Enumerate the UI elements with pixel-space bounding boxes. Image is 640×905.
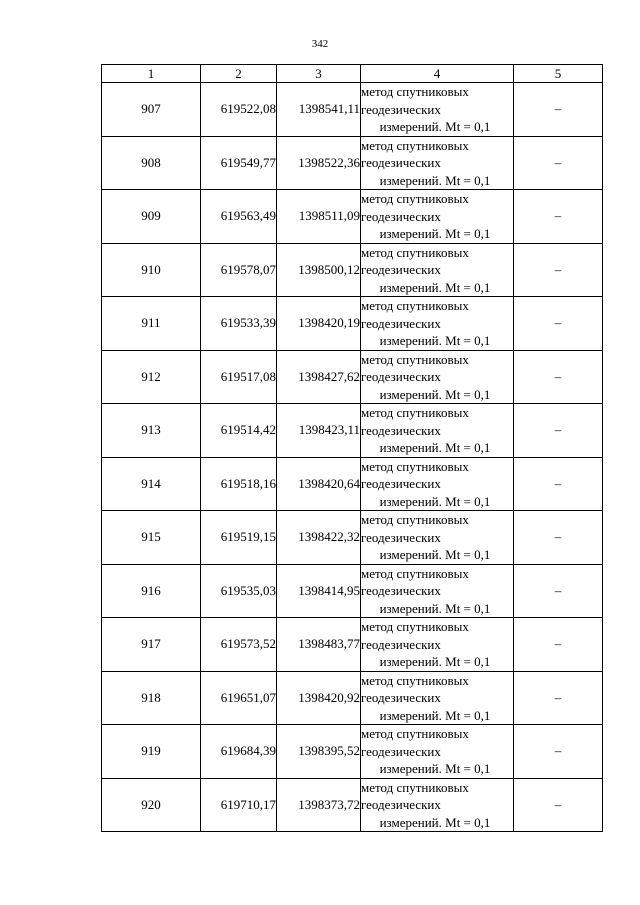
- method-line: метод спутниковых: [361, 84, 469, 99]
- x-coordinate-cell: 619533,39: [201, 297, 277, 351]
- x-coordinate-cell: 619514,42: [201, 404, 277, 458]
- table-row: [102, 350, 603, 404]
- x-coordinate-cell: 619518,16: [201, 457, 277, 511]
- table-row: [102, 83, 603, 137]
- method-cell: [361, 671, 514, 725]
- column-header: 2: [201, 65, 277, 83]
- column-header: 1: [102, 65, 201, 83]
- note-cell: –: [514, 190, 603, 244]
- point-number-cell: 920: [102, 778, 201, 832]
- note-cell: –: [514, 404, 603, 458]
- x-coordinate-cell: 619684,39: [201, 725, 277, 779]
- method-line: метод спутниковых: [361, 726, 469, 741]
- note-cell: –: [514, 350, 603, 404]
- y-coordinate-cell: 1398420,64: [277, 457, 361, 511]
- method-cell: [361, 618, 514, 672]
- table-row: [102, 778, 603, 832]
- method-line: измерений. Mt = 0,1: [379, 119, 491, 134]
- method-line: геодезических: [361, 262, 441, 277]
- method-line: геодезических: [361, 743, 441, 759]
- method-line: измерений. Mt = 0,1: [379, 600, 491, 616]
- method-line: геодезических: [361, 636, 441, 652]
- point-number-cell: 917: [102, 618, 201, 672]
- method-line: метод спутниковых: [361, 351, 469, 367]
- y-coordinate-cell: 1398420,19: [277, 297, 361, 351]
- column-header: 4: [361, 65, 514, 83]
- point-number-cell: 908: [102, 136, 201, 190]
- table-row: [102, 725, 603, 779]
- method-line: измерений. Mt = 0,1: [379, 493, 491, 509]
- point-number-cell: 911: [102, 297, 201, 351]
- table-row: [102, 404, 603, 458]
- note-cell: –: [514, 297, 603, 351]
- y-coordinate-cell: 1398420,92: [277, 671, 361, 725]
- point-number-cell: 909: [102, 190, 201, 244]
- method-line: метод спутниковых: [361, 619, 469, 634]
- method-line: геодезических: [361, 155, 441, 170]
- note-cell: –: [514, 457, 603, 511]
- method-cell: [361, 457, 514, 511]
- y-coordinate-cell: 1398511,09: [277, 190, 361, 244]
- method-line: измерений. Mt = 0,1: [379, 440, 491, 455]
- x-coordinate-cell: 619517,08: [201, 350, 277, 404]
- method-line: измерений. Mt = 0,1: [379, 279, 491, 295]
- method-line: измерений. Mt = 0,1: [379, 226, 491, 241]
- method-line: метод спутниковых: [361, 244, 469, 260]
- point-number-cell: 919: [102, 725, 201, 779]
- y-coordinate-cell: 1398422,32: [277, 511, 361, 565]
- x-coordinate-cell: 619578,07: [201, 243, 277, 297]
- x-coordinate-cell: 619549,77: [201, 136, 277, 190]
- method-line: измерений. Mt = 0,1: [379, 814, 491, 830]
- x-coordinate-cell: 619573,52: [201, 618, 277, 672]
- table-row: [102, 511, 603, 565]
- x-coordinate-cell: 619519,15: [201, 511, 277, 565]
- table-row: [102, 618, 603, 672]
- note-cell: –: [514, 243, 603, 297]
- method-line: измерений. Mt = 0,1: [379, 333, 491, 348]
- method-cell: [361, 136, 514, 190]
- method-line: измерений. Mt = 0,1: [379, 172, 491, 188]
- method-line: измерений. Mt = 0,1: [379, 654, 491, 669]
- method-line: метод спутниковых: [361, 191, 469, 206]
- point-number-cell: 918: [102, 671, 201, 725]
- point-number-cell: 912: [102, 350, 201, 404]
- method-cell: [361, 243, 514, 297]
- note-cell: –: [514, 511, 603, 565]
- point-number-cell: 907: [102, 83, 201, 137]
- method-line: геодезических: [361, 690, 441, 705]
- method-line: геодезических: [361, 797, 441, 812]
- y-coordinate-cell: 1398423,11: [277, 404, 361, 458]
- x-coordinate-cell: 619710,17: [201, 778, 277, 832]
- note-cell: –: [514, 83, 603, 137]
- method-line: геодезических: [361, 315, 441, 331]
- point-number-cell: 914: [102, 457, 201, 511]
- method-cell: [361, 564, 514, 618]
- table-header-row: [102, 65, 603, 83]
- method-cell: [361, 190, 514, 244]
- note-cell: –: [514, 778, 603, 832]
- method-line: метод спутниковых: [361, 565, 469, 581]
- table-row: [102, 297, 603, 351]
- y-coordinate-cell: 1398414,95: [277, 564, 361, 618]
- y-coordinate-cell: 1398500,12: [277, 243, 361, 297]
- point-number-cell: 916: [102, 564, 201, 618]
- note-cell: –: [514, 618, 603, 672]
- method-cell: [361, 404, 514, 458]
- table-row: [102, 564, 603, 618]
- y-coordinate-cell: 1398373,72: [277, 778, 361, 832]
- method-line: измерений. Mt = 0,1: [379, 386, 491, 402]
- column-header: 5: [514, 65, 603, 83]
- y-coordinate-cell: 1398541,11: [277, 83, 361, 137]
- x-coordinate-cell: 619651,07: [201, 671, 277, 725]
- method-cell: [361, 83, 514, 137]
- y-coordinate-cell: 1398427,62: [277, 350, 361, 404]
- point-number-cell: 910: [102, 243, 201, 297]
- method-cell: [361, 350, 514, 404]
- y-coordinate-cell: 1398483,77: [277, 618, 361, 672]
- method-line: метод спутниковых: [361, 298, 469, 313]
- point-number-cell: 913: [102, 404, 201, 458]
- note-cell: –: [514, 136, 603, 190]
- method-line: геодезических: [361, 101, 441, 117]
- method-line: измерений. Mt = 0,1: [379, 707, 491, 723]
- table-row: [102, 671, 603, 725]
- method-line: метод спутниковых: [361, 137, 469, 153]
- method-line: геодезических: [361, 422, 441, 438]
- table-row: [102, 190, 603, 244]
- x-coordinate-cell: 619563,49: [201, 190, 277, 244]
- y-coordinate-cell: 1398522,36: [277, 136, 361, 190]
- method-line: геодезических: [361, 208, 441, 224]
- method-cell: [361, 297, 514, 351]
- method-line: метод спутниковых: [361, 458, 469, 474]
- method-line: измерений. Mt = 0,1: [379, 547, 491, 562]
- note-cell: –: [514, 725, 603, 779]
- page-number: 342: [311, 38, 329, 50]
- method-cell: [361, 778, 514, 832]
- method-cell: [361, 725, 514, 779]
- method-line: геодезических: [361, 369, 441, 384]
- y-coordinate-cell: 1398395,52: [277, 725, 361, 779]
- point-number-cell: 915: [102, 511, 201, 565]
- column-header: 3: [277, 65, 361, 83]
- method-line: метод спутниковых: [361, 405, 469, 420]
- note-cell: –: [514, 671, 603, 725]
- coordinates-table: [101, 64, 603, 832]
- table-body: [102, 83, 603, 832]
- method-line: геодезических: [361, 529, 441, 545]
- method-line: метод спутниковых: [361, 672, 469, 688]
- method-cell: [361, 511, 514, 565]
- note-cell: –: [514, 564, 603, 618]
- method-line: метод спутниковых: [361, 779, 469, 795]
- table-row: [102, 243, 603, 297]
- method-line: метод спутниковых: [361, 512, 469, 527]
- x-coordinate-cell: 619522,08: [201, 83, 277, 137]
- method-line: измерений. Mt = 0,1: [379, 761, 491, 776]
- x-coordinate-cell: 619535,03: [201, 564, 277, 618]
- method-line: геодезических: [361, 476, 441, 491]
- method-line: геодезических: [361, 583, 441, 598]
- table-row: [102, 136, 603, 190]
- table-row: [102, 457, 603, 511]
